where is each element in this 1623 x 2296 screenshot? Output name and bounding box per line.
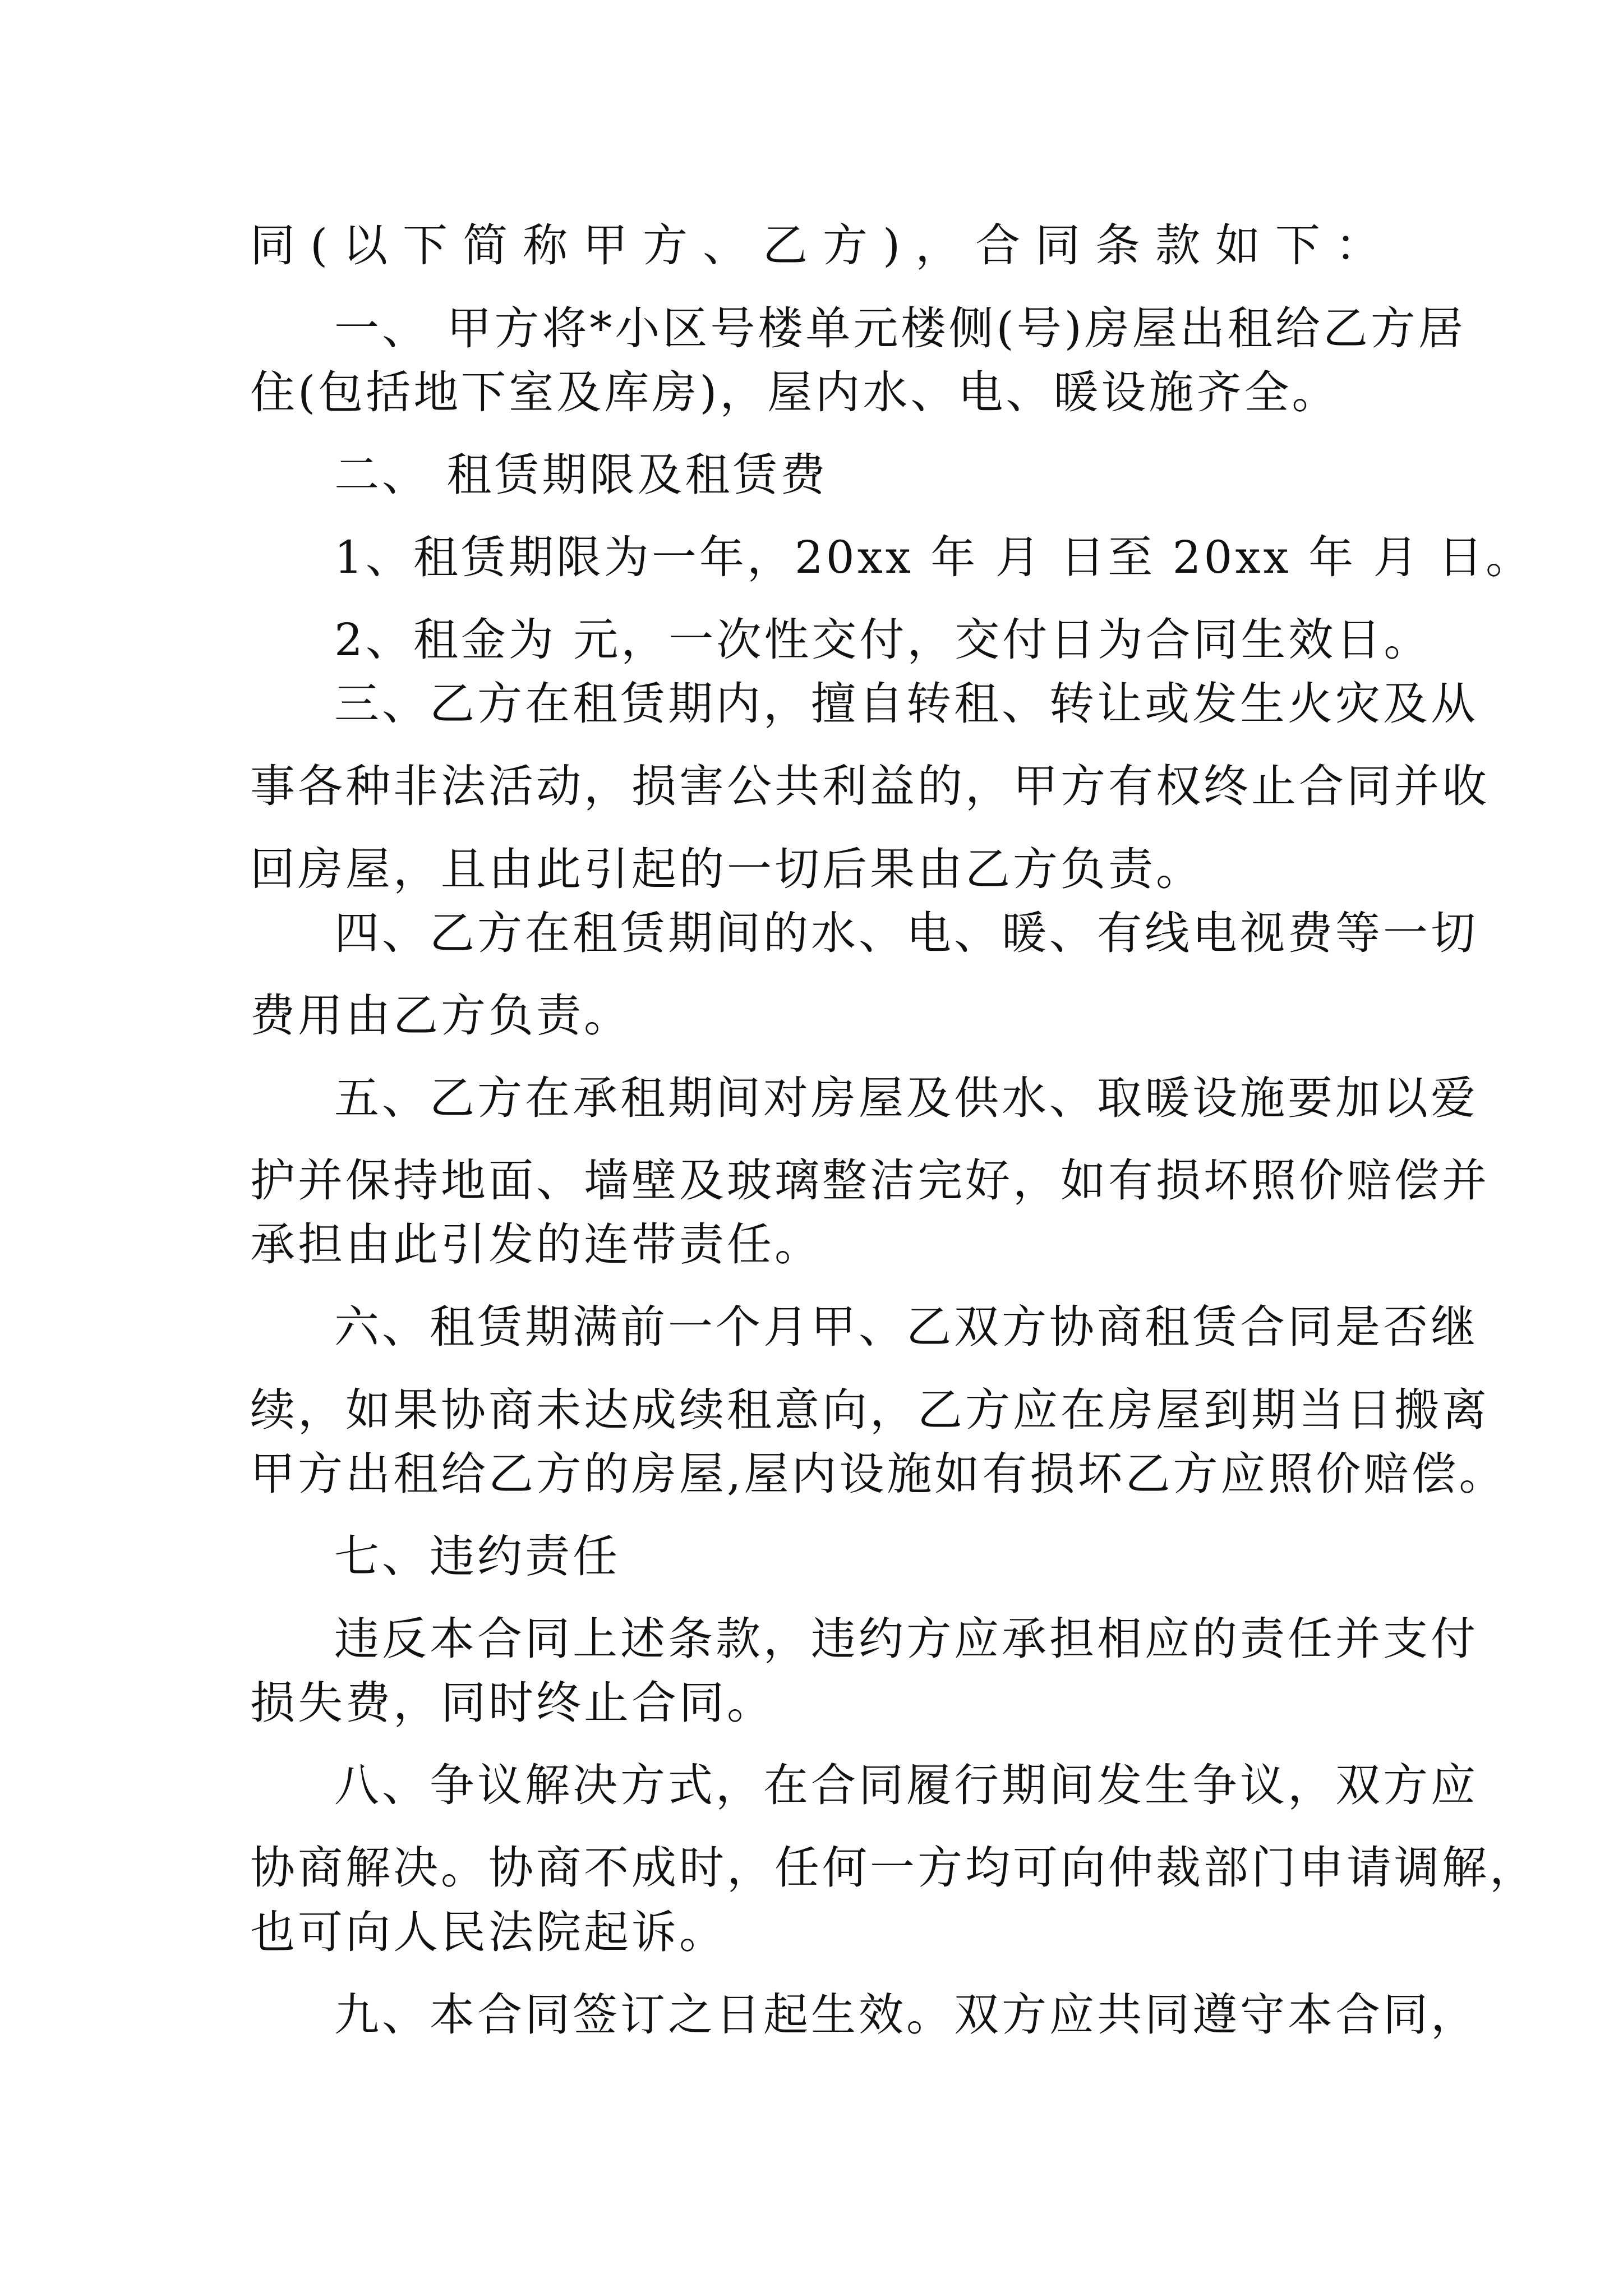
text-line: 七、违约责任: [334, 1530, 620, 1582]
text-line: 三、乙方在租赁期内，擅自转租、转让或发生火灾及从: [334, 678, 1478, 730]
text-line: 同(以下简称甲方、乙方)，合同条款如下：: [250, 219, 1383, 272]
text-line: 一、 甲方将*小区号楼单元楼侧(号)房屋出租给乙方居: [334, 302, 1466, 355]
text-line: 甲方出租给乙方的房屋,屋内设施如有损坏乙方应照价赔偿。: [250, 1448, 1507, 1500]
text-line: 协商解决。协商不成时，任何一方均可向仲裁部门申请调解，: [250, 1842, 1537, 1894]
text-line: 住(包括地下室及库房)，屋内水、电、暖设施齐全。: [250, 366, 1340, 418]
text-line: 九、本合同签订之日起生效。双方应共同遵守本合同，: [334, 1989, 1478, 2041]
text-line: 六、租赁期满前一个月甲、乙双方协商租赁合同是否继: [334, 1301, 1478, 1353]
text-line: 也可向人民法院起诉。: [250, 1906, 727, 1958]
text-line: 回房屋，且由此引起的一切后果由乙方负责。: [250, 843, 1204, 895]
text-line: 八、争议解决方式，在合同履行期间发生争议，双方应: [334, 1759, 1478, 1811]
text-line: 续，如果协商未达成续租意向，乙方应在房屋到期当日搬离: [250, 1384, 1490, 1436]
text-line: 二、 租赁期限及租赁费: [334, 449, 828, 501]
text-line: 1、租赁期限为一年，20xx 年 月 日至 20xx 年 月 日。: [334, 531, 1533, 583]
text-line: 违反本合同上述条款，违约方应承担相应的责任并支付: [334, 1613, 1478, 1665]
text-line: 四、乙方在租赁期间的水、电、暖、有线电视费等一切: [334, 907, 1478, 959]
text-line: 损失费，同时终止合同。: [250, 1677, 774, 1729]
text-line: 事各种非法活动，损害公共利益的，甲方有权终止合同并收: [250, 760, 1490, 812]
text-line: 2、租金为 元，一次性交付，交付日为合同生效日。: [334, 614, 1432, 666]
text-line: 护并保持地面、墙壁及玻璃整洁完好，如有损坏照价赔偿并: [250, 1154, 1490, 1207]
text-line: 承担由此引发的连带责任。: [250, 1218, 822, 1271]
text-line: 五、乙方在承租期间对房屋及供水、取暖设施要加以爱: [334, 1072, 1478, 1124]
text-line: 费用由乙方负责。: [250, 990, 631, 1042]
